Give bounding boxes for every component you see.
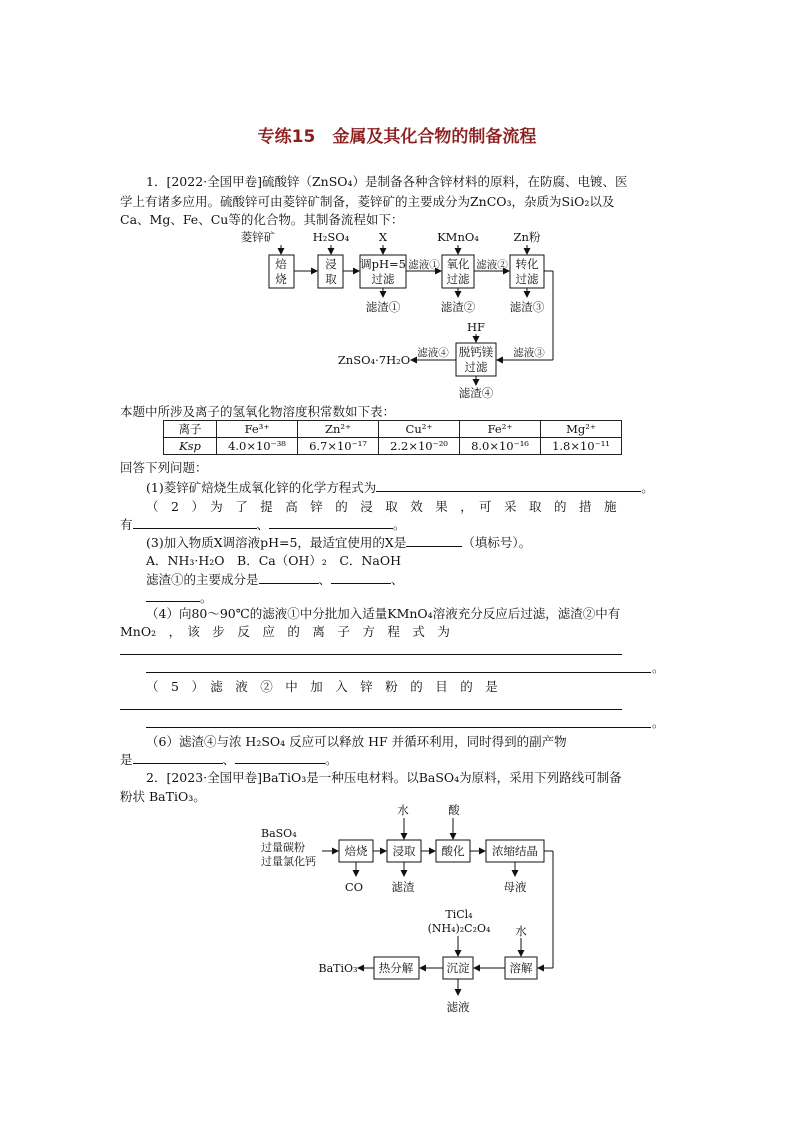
- roast-label-top: 焙: [275, 257, 287, 271]
- answer-blank-3[interactable]: [406, 533, 462, 547]
- q1-flow-diagram: [0, 0, 794, 410]
- convert-label-top: 转化: [515, 257, 539, 271]
- q1-part1: (1)菱锌矿焙烧生成氧化锌的化学方程式为 。: [146, 480, 654, 495]
- leach-label-top: 浸: [325, 257, 337, 271]
- q2-dissolve-label: 溶解: [509, 961, 533, 975]
- q2-ticl4-label: TiCl₄: [445, 908, 473, 921]
- q1-part2-blanks: 有 、 。: [120, 517, 406, 532]
- raw-material-label: 菱锌矿: [240, 230, 276, 244]
- h2so4-label: H₂SO₄: [312, 230, 350, 244]
- filtrate4-label: 滤液④: [417, 347, 449, 359]
- baso4-input: BaSO₄: [261, 827, 297, 840]
- carbon-input: 过量碳粉: [261, 841, 305, 854]
- q2-oxalate-label: (NH₄)₂C₂O₄: [427, 922, 491, 935]
- q2-crystallize-label: 浓缩结晶: [492, 844, 538, 858]
- q1-part2: （ 2 ） 为 了 提 高 锌 的 浸 取 效 果 ， 可 采 取 的 措 施: [146, 499, 617, 514]
- leach-label-bottom: 取: [325, 272, 337, 286]
- q1-stem-line3: Ca、Mg、Fe、Cu等的化合物。其制备流程如下：: [120, 212, 404, 227]
- oxidize-label-top: 氧化: [446, 257, 470, 271]
- ion-mg2: Mg²⁺: [541, 421, 622, 438]
- q2-co-label: CO: [344, 880, 364, 894]
- q1-part4-line2: MnO₂ ， 该 步 反 应 的 离 子 方 程 式 为: [120, 624, 450, 639]
- answer-blank-1[interactable]: [376, 478, 641, 492]
- q2-water-label: 水: [397, 803, 409, 817]
- q2-batio3-product: BaTiO₃: [318, 962, 358, 975]
- ksp-label: Ksp: [164, 438, 217, 455]
- q2-stem-line2: 粉状 BaTiO₃。: [120, 789, 206, 804]
- answer-blank-3b[interactable]: [259, 570, 319, 584]
- answer-blank-6b[interactable]: [235, 750, 325, 764]
- ion-fe3: Fe³⁺: [217, 421, 298, 438]
- answer-blank-3d[interactable]: [146, 588, 200, 602]
- ion-header: 离子: [164, 421, 217, 438]
- q1-part3-options: A．NH₃·H₂O B．Ca（OH）₂ C．NaOH: [146, 553, 401, 568]
- q2-precipitate-label: 沉淀: [446, 961, 470, 975]
- ph-label-top: 调pH=5: [360, 257, 406, 271]
- ksp-mg2: 1.8×10⁻¹¹: [541, 438, 622, 455]
- kmno4-label: KMnO₄: [437, 230, 479, 244]
- ion-fe2: Fe²⁺: [460, 421, 541, 438]
- q2-filtrate-label: 滤液: [446, 1000, 470, 1014]
- ksp-zn2: 6.7×10⁻¹⁷: [298, 438, 379, 455]
- zinc-sulfate-product: ZnSO₄·7H₂O: [337, 353, 411, 367]
- q2-acid-label: 酸: [448, 803, 460, 817]
- answer-blank-2b[interactable]: [269, 515, 393, 529]
- filtrate2-label: 滤液②: [476, 259, 508, 271]
- roast-label-bottom: 烧: [275, 272, 287, 286]
- residue3-label: 滤渣③: [509, 300, 545, 314]
- decalcify-label-bottom: 过滤: [464, 360, 488, 374]
- q2-flow-diagram: [0, 800, 794, 1050]
- residue4-label: 滤渣④: [458, 386, 494, 400]
- q1-part6-blanks: 是 、 。: [120, 752, 338, 767]
- residue2-label: 滤渣②: [440, 300, 476, 314]
- residue1-label: 滤渣①: [365, 300, 401, 314]
- page-title: 专练15 金属及其化合物的制备流程: [257, 127, 537, 147]
- oxidize-label-bottom: 过滤: [446, 272, 470, 286]
- ksp-table-intro: 本题中所涉及离子的氢氧化物溶度积常数如下表：: [120, 404, 396, 419]
- q1-part5-end: 。: [652, 715, 665, 730]
- answer-line-4b[interactable]: [146, 672, 651, 673]
- answer-blank-6a[interactable]: [133, 750, 223, 764]
- cacl2-input: 过量氯化钙: [261, 855, 316, 868]
- answer-intro: 回答下列问题：: [120, 460, 208, 475]
- q1-part5: （ 5 ） 滤 液 ② 中 加 入 锌 粉 的 目 的 是: [146, 679, 498, 694]
- q2-mother-liquor-label: 母液: [503, 880, 527, 894]
- convert-label-bottom: 过滤: [515, 272, 539, 286]
- q2-slag-label: 滤渣: [391, 880, 415, 894]
- q1-part6: （6）滤渣④与浓 H₂SO₄ 反应可以释放 HF 并循环利用，同时得到的副产物: [146, 734, 567, 749]
- q1-stem-line2: 学上有诸多应用。硫酸锌可由菱锌矿制备，菱锌矿的主要成分为ZnCO₃，杂质为SiO₂以及: [120, 194, 615, 209]
- ion-zn2: Zn²⁺: [298, 421, 379, 438]
- ksp-fe3: 4.0×10⁻³⁸: [217, 438, 298, 455]
- filtrate1-label: 滤液①: [408, 259, 440, 271]
- q1-part4-end: 。: [652, 660, 665, 675]
- ksp-cu2: 2.2×10⁻²⁰: [379, 438, 460, 455]
- q2-roast-label: 焙烧: [344, 844, 368, 858]
- zn-powder-label: Zn粉: [513, 230, 541, 244]
- ion-cu2: Cu²⁺: [379, 421, 460, 438]
- answer-line-5a[interactable]: [120, 709, 622, 710]
- q2-water2-label: 水: [515, 924, 527, 938]
- answer-blank-3c[interactable]: [331, 570, 391, 584]
- q2-pyrolysis-label: 热分解: [378, 961, 414, 975]
- ph-label-bottom: 过滤: [371, 272, 395, 286]
- answer-line-4a[interactable]: [120, 654, 622, 655]
- x-reagent-label: X: [378, 230, 388, 244]
- ksp-fe2: 8.0×10⁻¹⁶: [460, 438, 541, 455]
- q2-leach-label: 浸取: [392, 844, 416, 858]
- q1-part3-residue: 滤渣①的主要成分是 、 、: [146, 572, 404, 587]
- q1-part3: (3)加入物质X调溶液pH=5，最适宜使用的X是 （填标号）。: [146, 535, 532, 550]
- ksp-table: [163, 420, 622, 455]
- hf-label: HF: [466, 320, 486, 334]
- q1-part4: （4）向80～90℃的滤液①中分批加入适量KMnO₄溶液充分反应后过滤，滤渣②中有: [146, 606, 621, 621]
- filtrate3-label: 滤液③: [513, 347, 545, 359]
- q1-part3-residue-cont: 。: [146, 588, 213, 608]
- q2-stem-line1: 2．[2023·全国甲卷]BaTiO₃是一种压电材料。以BaSO₄为原料，采用下列路线可制备: [146, 770, 622, 785]
- answer-blank-2a[interactable]: [133, 515, 257, 529]
- q2-acidify-label: 酸化: [441, 844, 465, 858]
- q1-stem-line1: 1．[2022·全国甲卷]硫酸锌（ZnSO₄）是制备各种含锌材料的原料，在防腐、电镀、医: [146, 174, 628, 189]
- answer-line-5b[interactable]: [146, 727, 651, 728]
- decalcify-label-top: 脱钙镁: [458, 345, 494, 359]
